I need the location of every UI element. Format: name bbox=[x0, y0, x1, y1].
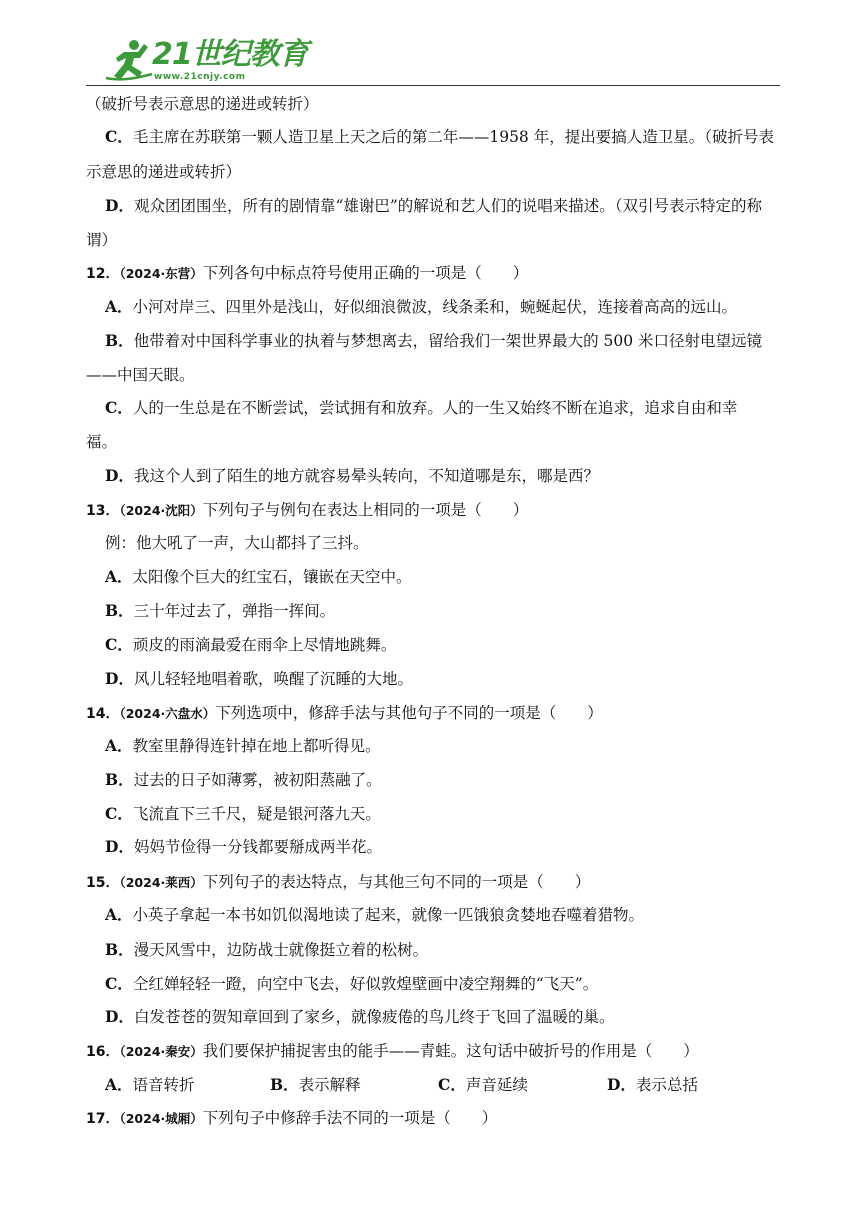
line-text: 观众团团围坐，所有的剧情靠“雄谢巴”的解说和艺人们的说唱来描述。（双引号表示特定的称 bbox=[133, 197, 763, 215]
option-line bbox=[105, 601, 335, 621]
question-source: （2024·莱西） bbox=[119, 875, 203, 890]
option-item bbox=[105, 1075, 195, 1095]
option-item bbox=[270, 1075, 361, 1095]
option-letter: C． bbox=[105, 974, 133, 993]
line-text: 漫天风雪中，边防战士就像挺立着的松树。 bbox=[133, 941, 429, 959]
option-line bbox=[105, 127, 774, 147]
line-text: 过去的日子如薄雾，被初阳蒸融了。 bbox=[133, 771, 382, 789]
option-letter: C． bbox=[105, 804, 133, 823]
line-text: 下列句子中修辞手法不同的一项是（ ） bbox=[202, 1109, 498, 1127]
option-line bbox=[105, 196, 762, 216]
question-stem bbox=[86, 500, 528, 521]
line-text: 下列句子与例句在表达上相同的一项是（ ） bbox=[202, 501, 529, 519]
option-line bbox=[105, 940, 428, 960]
question-number: 14． bbox=[86, 706, 120, 722]
question-source: （2024·沈阳） bbox=[119, 503, 203, 518]
option-line bbox=[105, 974, 598, 994]
option-letter: C． bbox=[105, 127, 133, 146]
text-line bbox=[86, 162, 241, 182]
option-letter: D． bbox=[105, 669, 134, 688]
option-text: 声音延续 bbox=[465, 1076, 528, 1094]
option-item bbox=[607, 1075, 698, 1095]
option-letter: D． bbox=[105, 196, 134, 215]
line-text: ——中国天眼。 bbox=[86, 366, 195, 384]
line-text: 教室里静得连针掉在地上都听得见。 bbox=[132, 737, 381, 755]
question-stem bbox=[86, 1041, 699, 1062]
option-letter: B． bbox=[270, 1075, 299, 1094]
line-text: 三十年过去了，弹指一挥间。 bbox=[133, 602, 336, 620]
question-number: 15． bbox=[86, 875, 120, 891]
option-line bbox=[105, 804, 381, 824]
option-line bbox=[105, 770, 382, 790]
question-source: （2024·城厢） bbox=[119, 1111, 203, 1126]
option-letter: A． bbox=[105, 736, 133, 755]
option-letter: A． bbox=[105, 567, 133, 586]
option-letter: C． bbox=[105, 398, 133, 417]
page-header bbox=[0, 0, 860, 90]
option-line bbox=[105, 635, 396, 655]
option-letter: D． bbox=[105, 837, 134, 856]
option-letter: B． bbox=[105, 331, 134, 350]
line-text: 下列句子的表达特点，与其他三句不同的一项是（ ） bbox=[202, 873, 591, 891]
line-text: 下列各句中标点符号使用正确的一项是（ ） bbox=[202, 264, 529, 282]
option-letter: D． bbox=[607, 1075, 636, 1094]
option-line bbox=[105, 669, 413, 689]
line-text: 风儿轻轻地唱着歌，唤醒了沉睡的大地。 bbox=[133, 670, 413, 688]
question-source: （2024·六盘水） bbox=[119, 706, 216, 721]
question-source: （2024·东营） bbox=[119, 266, 203, 281]
line-text: 太阳像个巨大的红宝石，镶嵌在天空中。 bbox=[132, 568, 412, 586]
text-line bbox=[86, 230, 117, 250]
text-line bbox=[86, 365, 195, 385]
option-line bbox=[105, 398, 737, 418]
line-text: 小河对岸三、四里外是浅山，好似细浪微波，线条柔和，蜿蜒起伏，连接着高高的远山。 bbox=[132, 298, 738, 316]
line-text: 仝红婵轻轻一蹬，向空中飞去，好似敦煌壁画中凌空翔舞的“飞天”。 bbox=[132, 975, 599, 993]
option-letter: D． bbox=[105, 1007, 134, 1026]
question-stem bbox=[86, 263, 528, 284]
option-line bbox=[105, 297, 737, 317]
question-number: 12． bbox=[86, 266, 120, 282]
option-letter: C． bbox=[438, 1075, 466, 1094]
question-stem bbox=[86, 1108, 497, 1129]
text-line bbox=[86, 432, 117, 452]
question-source: （2024·秦安） bbox=[119, 1044, 203, 1059]
question-number: 17． bbox=[86, 1111, 120, 1127]
line-text: 妈妈节俭得一分钱都要掰成两半花。 bbox=[133, 838, 382, 856]
option-letter: D． bbox=[105, 466, 134, 485]
line-text: 福。 bbox=[86, 433, 118, 451]
line-text: 白发苍苍的贺知章回到了家乡，就像疲倦的鸟儿终于飞回了温暖的巢。 bbox=[133, 1008, 615, 1026]
line-text: 毛主席在苏联第一颗人造卫星上天之后的第二年——1958 年，提出要搞人造卫星。（破折号表 bbox=[132, 128, 774, 146]
option-line bbox=[105, 1007, 614, 1027]
site-logo bbox=[104, 37, 308, 86]
option-line bbox=[105, 736, 381, 756]
header-divider bbox=[86, 85, 780, 86]
option-line bbox=[105, 567, 412, 587]
logo-url: www.21cnjy.com bbox=[154, 72, 246, 82]
option-letter: A． bbox=[105, 905, 133, 924]
line-text: 他带着对中国科学事业的执着与梦想离去，留给我们一架世界最大的 500 米口径射电望远镜 bbox=[133, 332, 763, 350]
question-number: 13． bbox=[86, 503, 120, 519]
line-text: 例：他大吼了一声，大山都抖了三抖。 bbox=[105, 534, 369, 552]
option-line bbox=[105, 837, 382, 857]
line-text: 人的一生总是在不断尝试，尝试拥有和放弃。人的一生又始终不断在追求，追求自由和幸 bbox=[132, 399, 738, 417]
logo-text: 21世纪教育 bbox=[152, 37, 308, 72]
option-line bbox=[105, 331, 762, 351]
line-text: （破折号表示意思的递进或转折） bbox=[86, 95, 319, 113]
text-line bbox=[86, 94, 319, 114]
option-text: 语音转折 bbox=[132, 1076, 195, 1094]
text-line bbox=[105, 533, 369, 553]
option-line bbox=[105, 466, 599, 486]
line-text: 顽皮的雨滴最爱在雨伞上尽情地跳舞。 bbox=[132, 636, 397, 654]
option-text: 表示总括 bbox=[635, 1076, 698, 1094]
line-text: 谓） bbox=[86, 231, 118, 249]
option-letter: A． bbox=[105, 1075, 133, 1094]
question-stem bbox=[86, 703, 603, 724]
line-text: 下列选项中，修辞手法与其他句子不同的一项是（ ） bbox=[215, 704, 603, 722]
line-text: 我这个人到了陌生的地方就容易晕头转向，不知道哪是东，哪是西？ bbox=[133, 467, 599, 485]
option-item bbox=[438, 1075, 528, 1095]
option-line bbox=[105, 905, 644, 925]
line-text: 飞流直下三千尺，疑是银河落九天。 bbox=[132, 805, 381, 823]
running-man-icon bbox=[104, 38, 156, 82]
option-text: 表示解释 bbox=[298, 1076, 361, 1094]
line-text: 小英子拿起一本书如饥似渴地读了起来，就像一匹饿狼贪婪地吞噬着猎物。 bbox=[132, 906, 645, 924]
option-letter: B． bbox=[105, 601, 134, 620]
option-letter: A． bbox=[105, 297, 133, 316]
option-letter: B． bbox=[105, 940, 134, 959]
line-text: 我们要保护捕捉害虫的能手——青蛙。这句话中破折号的作用是（ ） bbox=[202, 1042, 699, 1060]
option-letter: C． bbox=[105, 635, 133, 654]
question-number: 16． bbox=[86, 1044, 120, 1060]
option-letter: B． bbox=[105, 770, 134, 789]
question-stem bbox=[86, 872, 590, 893]
line-text: 示意思的递进或转折） bbox=[86, 163, 242, 181]
